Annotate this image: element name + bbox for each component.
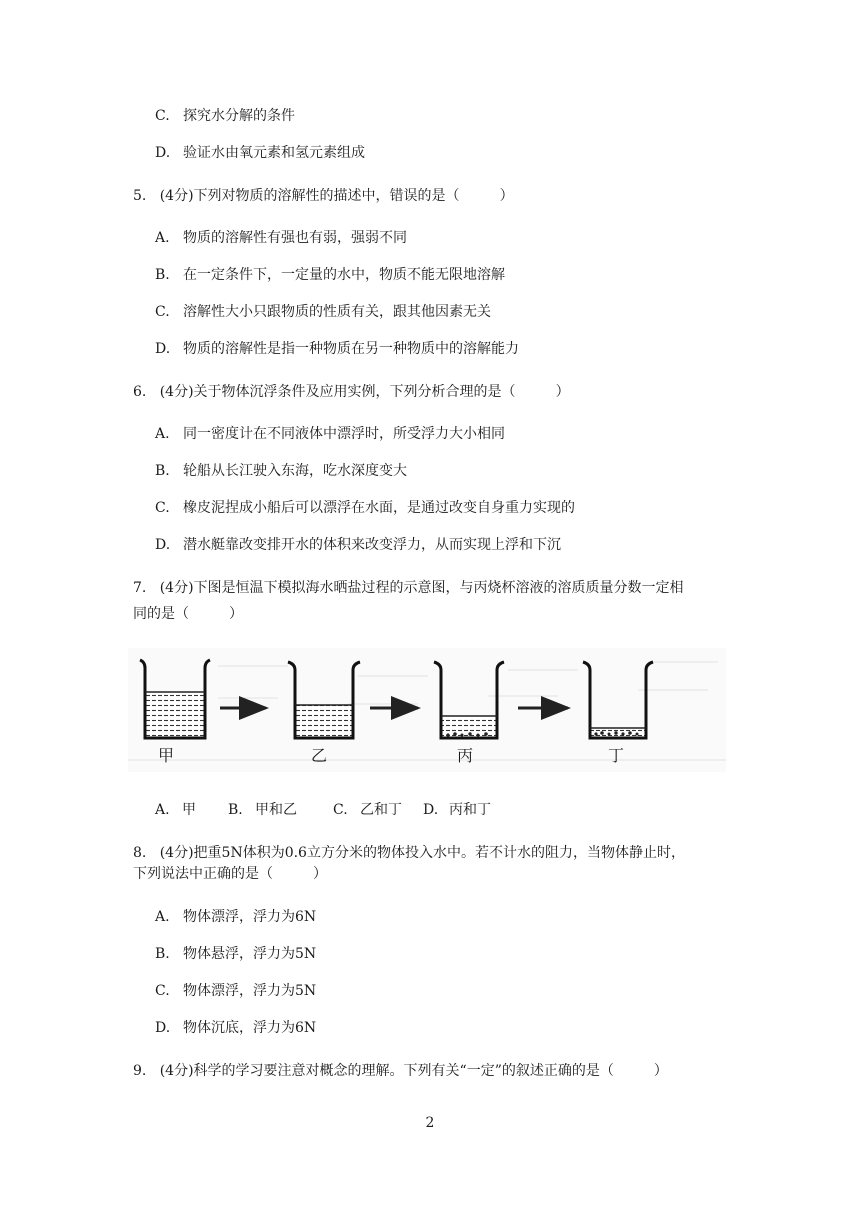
option-text: 探究水分解的条件: [183, 108, 295, 124]
option-letter: C.: [155, 304, 170, 320]
option-letter: D.: [155, 145, 171, 161]
option-text: 潜水艇靠改变排开水的体积来改变浮力，从而实现上浮和下沉: [183, 537, 561, 553]
option-letter: B.: [155, 463, 170, 479]
option-letter: C.: [155, 500, 170, 516]
option-text: 丙和丁: [449, 802, 491, 818]
question-9-stem: 9. (4分)科学的学习要注意对概念的理解。下列有关“一定”的叙述正确的是（ ）: [133, 1063, 668, 1079]
option-text: 物体悬浮，浮力为5N: [183, 946, 317, 962]
option-letter: A.: [155, 909, 170, 925]
option-letter: A.: [155, 230, 170, 246]
option-letter: B.: [228, 802, 243, 818]
question-8-stem-line1: 8. (4分)把重5N体积为0.6立方分米的物体投入水中。若不计水的阻力，当物体静止时，: [133, 845, 685, 861]
option-text: 在一定条件下，一定量的水中，物质不能无限地溶解: [183, 267, 505, 283]
option-text: 乙和丁: [360, 802, 402, 818]
option-letter: A.: [155, 426, 170, 442]
question-5-stem: 5. (4分)下列对物质的溶解性的描述中，错误的是（ ）: [133, 188, 514, 204]
beaker-diagram: [128, 648, 726, 772]
option-text: 轮船从长江驶入东海，吃水深度变大: [183, 463, 407, 479]
option-text: 物质的溶解性是指一种物质在另一种物质中的溶解能力: [183, 341, 519, 357]
beaker-label-bing: 丙: [457, 746, 474, 765]
option-text: 溶解性大小只跟物质的性质有关，跟其他因素无关: [183, 304, 491, 320]
question-7-stem-line1: 7. (4分)下图是恒温下模拟海水晒盐过程的示意图，与丙烧杯溶液的溶质质量分数一定相: [133, 580, 684, 596]
option-letter: A.: [155, 802, 170, 818]
option-letter: D.: [423, 802, 439, 818]
question-7-stem-line2: 同的是（ ）: [133, 606, 244, 622]
option-text: 物质的溶解性有强也有弱，强弱不同: [183, 230, 407, 246]
question-7-options: [155, 800, 491, 820]
option-text: 物体沉底，浮力为6N: [183, 1020, 317, 1036]
option-letter: D.: [155, 537, 171, 553]
page-number: 2: [425, 1115, 435, 1131]
option-letter: D.: [155, 341, 171, 357]
option-text: 验证水由氧元素和氢元素组成: [183, 145, 365, 161]
beaker-evaporation-figure: [128, 648, 726, 772]
option-letter: C.: [155, 108, 170, 124]
option-letter: C.: [155, 983, 170, 999]
option-text: 物体漂浮，浮力为5N: [183, 983, 317, 999]
option-text: 甲和乙: [255, 802, 297, 818]
option-text: 物体漂浮，浮力为6N: [183, 909, 317, 925]
option-text: 橡皮泥捏成小船后可以漂浮在水面，是通过改变自身重力实现的: [183, 500, 575, 516]
option-letter: B.: [155, 267, 170, 283]
option-letter: C.: [333, 802, 348, 818]
beaker-label-yi: 乙: [311, 746, 328, 765]
question-6-stem: 6. (4分)关于物体沉浮条件及应用实例，下列分析合理的是（ ）: [133, 384, 570, 400]
beaker-label-jia: 甲: [158, 746, 175, 765]
beaker-label-ding: 丁: [608, 746, 625, 765]
option-letter: D.: [155, 1020, 171, 1036]
option-letter: B.: [155, 946, 170, 962]
question-8-stem-line2: 下列说法中正确的是（ ）: [133, 866, 328, 882]
option-text: 甲: [182, 802, 196, 818]
option-text: 同一密度计在不同液体中漂浮时，所受浮力大小相同: [183, 426, 505, 442]
